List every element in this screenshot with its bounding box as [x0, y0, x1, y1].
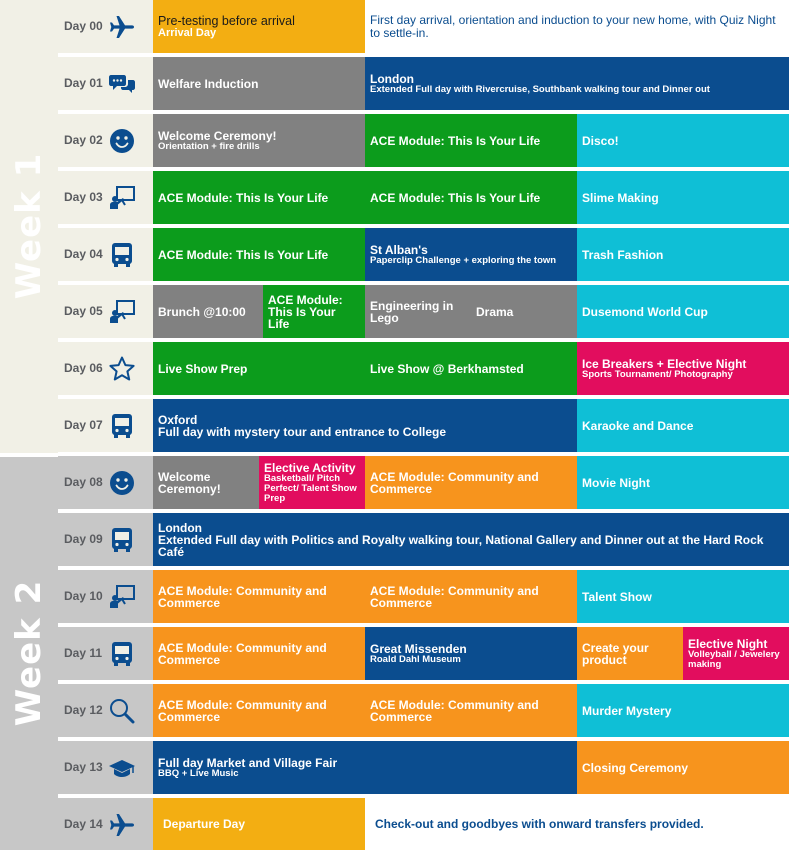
- cell-subtitle: Roald Dahl Museum: [370, 653, 461, 665]
- schedule-cell: [153, 0, 365, 53]
- schedule-cell: [153, 114, 365, 167]
- bus-icon: [108, 526, 136, 554]
- schedule-cell: [153, 798, 365, 850]
- schedule-cell: [153, 399, 577, 452]
- cell-title: St Alban's: [370, 242, 428, 257]
- cell-title: Elective Night: [688, 636, 768, 651]
- cell-title: Welcome Ceremony!: [158, 128, 277, 143]
- schedule-cell: [365, 684, 577, 737]
- schedule-cell: [365, 285, 471, 338]
- day-label: Day 14: [64, 817, 103, 831]
- day-label: Day 04: [64, 247, 103, 261]
- cell-title: ACE Module: Community and Commerce: [370, 469, 539, 496]
- schedule-cell: [153, 285, 263, 338]
- schedule-cell: [577, 741, 789, 794]
- presentation-icon: [108, 583, 136, 611]
- schedule-cell: [683, 627, 789, 680]
- week-1-label: Week 1: [9, 152, 49, 300]
- cell-subtitle: Basketball/ Pitch Perfect/ Talent Show Prep: [264, 472, 357, 504]
- cell-subtitle: Volleyball / Jewelery making: [688, 648, 780, 670]
- graduation-cap-icon: [108, 754, 136, 782]
- presentation-icon: [108, 184, 136, 212]
- cell-title: First day arrival, orientation and induction to your new home, with Quiz Night to settle-in.: [370, 12, 776, 40]
- day-label: Day 10: [64, 589, 103, 603]
- schedule-cell: [153, 342, 365, 395]
- day-row-label: [58, 570, 153, 623]
- cell-title: ACE Module: Community and Commerce: [158, 640, 327, 667]
- day-label: Day 00: [64, 19, 103, 33]
- cell-title: London: [370, 71, 414, 86]
- day-row-label: [58, 798, 153, 850]
- schedule-cell: [153, 228, 365, 281]
- cell-title: ACE Module: Community and Commerce: [370, 697, 539, 724]
- day-label: Day 02: [64, 133, 103, 147]
- cell-title: Slime Making: [582, 190, 659, 205]
- schedule-cell: [577, 171, 789, 224]
- schedule-cell: [153, 741, 577, 794]
- cell-title: Brunch @10:00: [158, 304, 246, 319]
- schedule-cell: [577, 228, 789, 281]
- day-row-label: [58, 684, 153, 737]
- schedule-cell: [365, 798, 792, 850]
- cell-title: ACE Module: This Is Your Life: [158, 247, 329, 262]
- airplane-icon: [108, 13, 136, 41]
- schedule-cell: [263, 285, 365, 338]
- cell-title: Disco!: [582, 133, 619, 148]
- cell-title: Closing Ceremony: [582, 760, 689, 775]
- schedule-cell: [153, 627, 365, 680]
- cell-title: Movie Night: [582, 475, 650, 490]
- cell-title: Ice Breakers + Elective Night: [582, 356, 747, 371]
- day-row-label: [58, 456, 153, 509]
- cell-title: Karaoke and Dance: [582, 418, 694, 433]
- day-row-label: [58, 114, 153, 167]
- chat-bubbles-icon: [108, 70, 136, 98]
- schedule-cell: [365, 114, 577, 167]
- schedule-cell: [577, 456, 789, 509]
- schedule-cell: [153, 57, 365, 110]
- day-label: Day 09: [64, 532, 103, 546]
- cell-subtitle: Sports Tournament/ Photography: [582, 368, 733, 380]
- schedule-cell: [365, 57, 789, 110]
- cell-subtitle: Orientation + fire drills: [158, 140, 260, 152]
- schedule-cell: [365, 627, 577, 680]
- schedule-cell: [153, 513, 789, 566]
- schedule-cell: [471, 285, 577, 338]
- cell-title: Murder Mystery: [582, 703, 672, 718]
- day-row-label: [58, 0, 153, 53]
- schedule-cell: [259, 456, 365, 509]
- day-label: Day 13: [64, 760, 103, 774]
- cell-title: Elective Activity: [264, 460, 356, 475]
- schedule-cell: [365, 228, 577, 281]
- cell-title: Live Show @ Berkhamsted: [370, 361, 524, 376]
- day-label: Day 06: [64, 361, 103, 375]
- cell-title: Talent Show: [582, 589, 652, 604]
- schedule-cell: [153, 456, 259, 509]
- schedule-cell: [577, 114, 789, 167]
- schedule-cell: [365, 0, 792, 53]
- cell-title: ACE Module: This Is Your Life: [158, 190, 329, 205]
- star-icon: [108, 355, 136, 383]
- smiley-icon: [108, 127, 136, 155]
- day-row-label: [58, 342, 153, 395]
- schedule-cell: [153, 570, 365, 623]
- day-row-label: [58, 741, 153, 794]
- cell-title: Oxford: [158, 412, 198, 427]
- schedule-cell: [577, 285, 789, 338]
- schedule-cell: [577, 684, 789, 737]
- schedule-cell: [365, 342, 577, 395]
- week-1-band: [0, 0, 58, 453]
- week-2-band: [0, 457, 58, 850]
- airplane-icon: [108, 811, 136, 839]
- cell-title: Pre-testing before arrival: [158, 13, 295, 28]
- schedule-cell: [577, 570, 789, 623]
- schedule-cell: [365, 570, 577, 623]
- week-2-label: Week 2: [9, 579, 49, 727]
- cell-title: Live Show Prep: [158, 361, 248, 376]
- cell-title: Departure Day: [163, 817, 246, 831]
- cell-title: Welfare Induction: [158, 76, 259, 91]
- day-label: Day 08: [64, 475, 103, 489]
- cell-title: ACE Module: This Is Your Life: [370, 190, 541, 205]
- schedule-cell: [577, 627, 683, 680]
- day-label: Day 07: [64, 418, 103, 432]
- cell-title: Welcome Ceremony!: [158, 469, 221, 496]
- cell-title: Drama: [476, 304, 514, 319]
- day-row-label: [58, 57, 153, 110]
- cell-subtitle: Arrival Day: [158, 26, 217, 39]
- day-label: Day 05: [64, 304, 103, 318]
- bus-icon: [108, 412, 136, 440]
- day-row-label: [58, 285, 153, 338]
- cell-subtitle: Extended Full day with Rivercruise, Southbank walking tour and Dinner out: [370, 83, 710, 95]
- cell-subtitle: Paperclip Challenge + exploring the town: [370, 254, 557, 266]
- bus-icon: [108, 241, 136, 269]
- cell-title: ACE Module: This Is Your Life: [268, 292, 343, 331]
- day-label: Day 03: [64, 190, 103, 204]
- cell-title: ACE Module: This Is Your Life: [370, 133, 541, 148]
- schedule-cell: [153, 171, 365, 224]
- cell-title: Check-out and goodbyes with onward transfers provided.: [375, 817, 704, 831]
- cell-title: ACE Module: Community and Commerce: [370, 583, 539, 610]
- cell-title: ACE Module: Community and Commerce: [158, 583, 327, 610]
- presentation-icon: [108, 298, 136, 326]
- day-row-label: [58, 627, 153, 680]
- day-row-label: [58, 228, 153, 281]
- schedule-cell: [365, 171, 577, 224]
- cell-title: London: [158, 520, 202, 535]
- cell-title-line2: Extended Full day with Politics and Royalty walking tour, National Gallery and Dinner out at the Hard Rock Café: [158, 532, 764, 559]
- day-label: Day 11: [64, 646, 103, 660]
- cell-title: Dusemond World Cup: [582, 304, 708, 319]
- cell-title: Engineering in Lego: [370, 298, 454, 325]
- schedule-cell: [365, 456, 577, 509]
- day-label: Day 01: [64, 76, 103, 90]
- day-row-label: [58, 171, 153, 224]
- schedule-cell: [577, 399, 789, 452]
- magnifier-icon: [108, 697, 136, 725]
- day-row-label: [58, 513, 153, 566]
- schedule-cell: [577, 342, 789, 395]
- smiley-icon: [108, 469, 136, 497]
- cell-title: Great Missenden: [370, 641, 467, 656]
- bus-icon: [108, 640, 136, 668]
- day-row-label: [58, 399, 153, 452]
- cell-subtitle: BBQ + Live Music: [158, 767, 239, 779]
- cell-title: Trash Fashion: [582, 247, 664, 262]
- cell-title: Full day Market and Village Fair: [158, 755, 338, 770]
- schedule-cell: [153, 684, 365, 737]
- cell-title: ACE Module: Community and Commerce: [158, 697, 327, 724]
- cell-title-line2: Full day with mystery tour and entrance to College: [158, 424, 447, 439]
- day-label: Day 12: [64, 703, 103, 717]
- cell-title: Create your product: [582, 640, 649, 667]
